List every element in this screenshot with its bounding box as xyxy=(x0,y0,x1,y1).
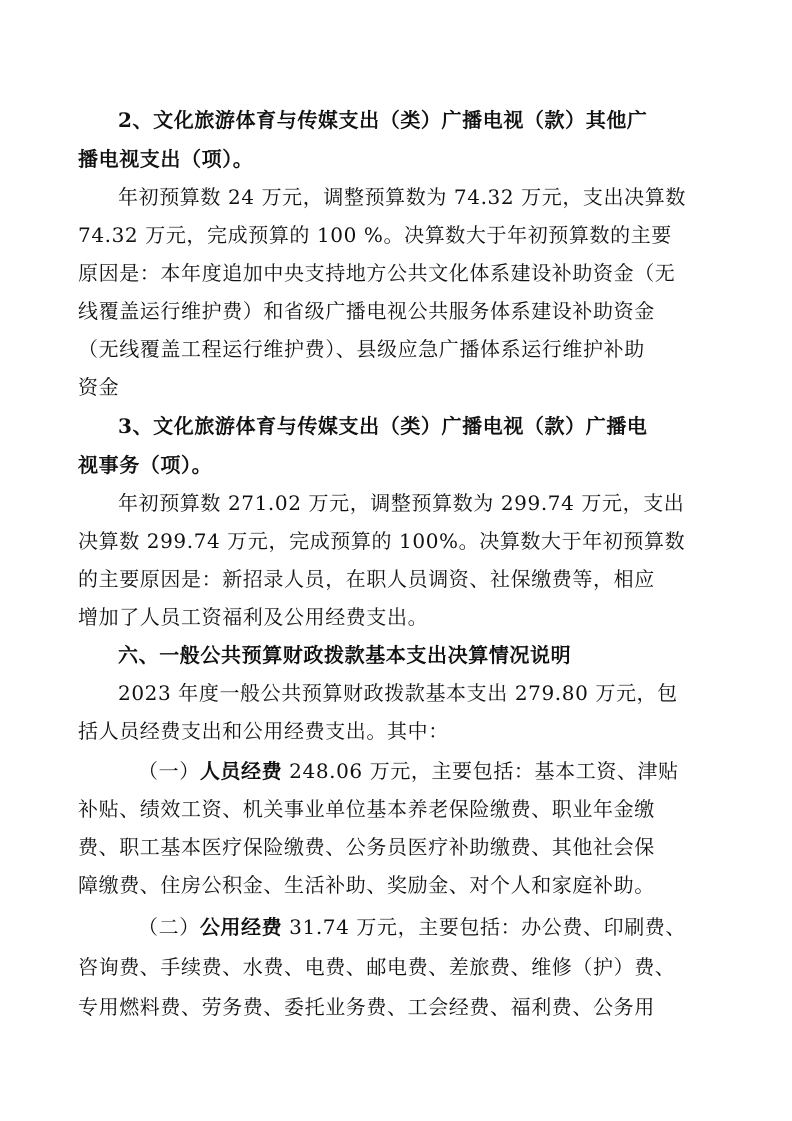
personnel-expense-line: 障缴费、住房公积金、生活补助、奖励金、对个人和家庭补助。 xyxy=(78,873,655,897)
public-expense-line: 咨询费、手续费、水费、电费、邮电费、差旅费、维修（护）费、 xyxy=(78,955,676,979)
personnel-expense-label: 人员经费 xyxy=(199,759,283,783)
public-expense-label: 公用经费 xyxy=(199,915,283,939)
section-2-body-line: （无线覆盖工程运行维护费）、县级应急广播体系运行维护补助 xyxy=(78,337,645,361)
section-6-heading: 六、一般公共预算财政拨款基本支出决算情况说明 xyxy=(118,643,572,667)
personnel-expense-line: 费、职工基本医疗保险缴费、公务员医疗补助缴费、其他社会保 xyxy=(78,835,655,859)
section-6-intro-line: 2023 年度一般公共预算财政拨款基本支出 279.80 万元，包 xyxy=(118,681,678,705)
personnel-expense-rest: 248.06 万元，主要包括：基本工资、津贴 xyxy=(282,759,679,783)
section-2-heading-line-1: 2、文化旅游体育与传媒支出（类）广播电视（款）其他广 xyxy=(118,108,648,132)
personnel-expense-lead-line xyxy=(138,757,778,785)
section-3-heading-line-1: 3、文化旅游体育与传媒支出（类）广播电视（款）广播电 xyxy=(118,414,648,438)
section-2-body-line: 线覆盖运行维护费）和省级广播电视公共服务体系建设补助资金 xyxy=(78,299,655,323)
section-3-body-line: 决算数 299.74 万元，完成预算的 100%。决算数大于年初预算数 xyxy=(78,529,686,553)
section-2-body-line: 74.32 万元，完成预算的 100 %。决算数大于年初预算数的主要 xyxy=(78,223,672,247)
section-3-body-line: 的主要原因是：新招录人员，在职人员调资、社保缴费等，相应 xyxy=(78,567,655,591)
section-2-heading-line-2: 播电视支出（项）。 xyxy=(78,147,254,171)
public-expense-line: 专用燃料费、劳务费、委托业务费、工会经费、福利费、公务用 xyxy=(78,995,655,1019)
personnel-prefix: （一） xyxy=(138,759,200,783)
section-2-body-line: 年初预算数 24 万元，调整预算数为 74.32 万元，支出决算数 xyxy=(118,185,686,209)
public-expense-rest: 31.74 万元，主要包括：办公费、印刷费、 xyxy=(282,915,686,939)
personnel-expense-line: 补贴、绩效工资、机关事业单位基本养老保险缴费、职业年金缴 xyxy=(78,797,655,821)
section-6-intro-line: 括人员经费支出和公用经费支出。其中： xyxy=(78,719,449,743)
section-3-body-line: 增加了人员工资福利及公用经费支出。 xyxy=(78,605,429,629)
section-2-body-line: 资金 xyxy=(78,375,120,399)
section-3-body-line: 年初预算数 271.02 万元，调整预算数为 299.74 万元，支出 xyxy=(118,491,685,515)
section-3-heading-line-2: 视事务（项）。 xyxy=(78,453,213,477)
section-2-body-line: 原因是：本年度追加中央支持地方公共文化体系建设补助资金（无 xyxy=(78,261,676,285)
public-expense-lead-line xyxy=(138,913,778,941)
public-prefix: （二） xyxy=(138,915,200,939)
